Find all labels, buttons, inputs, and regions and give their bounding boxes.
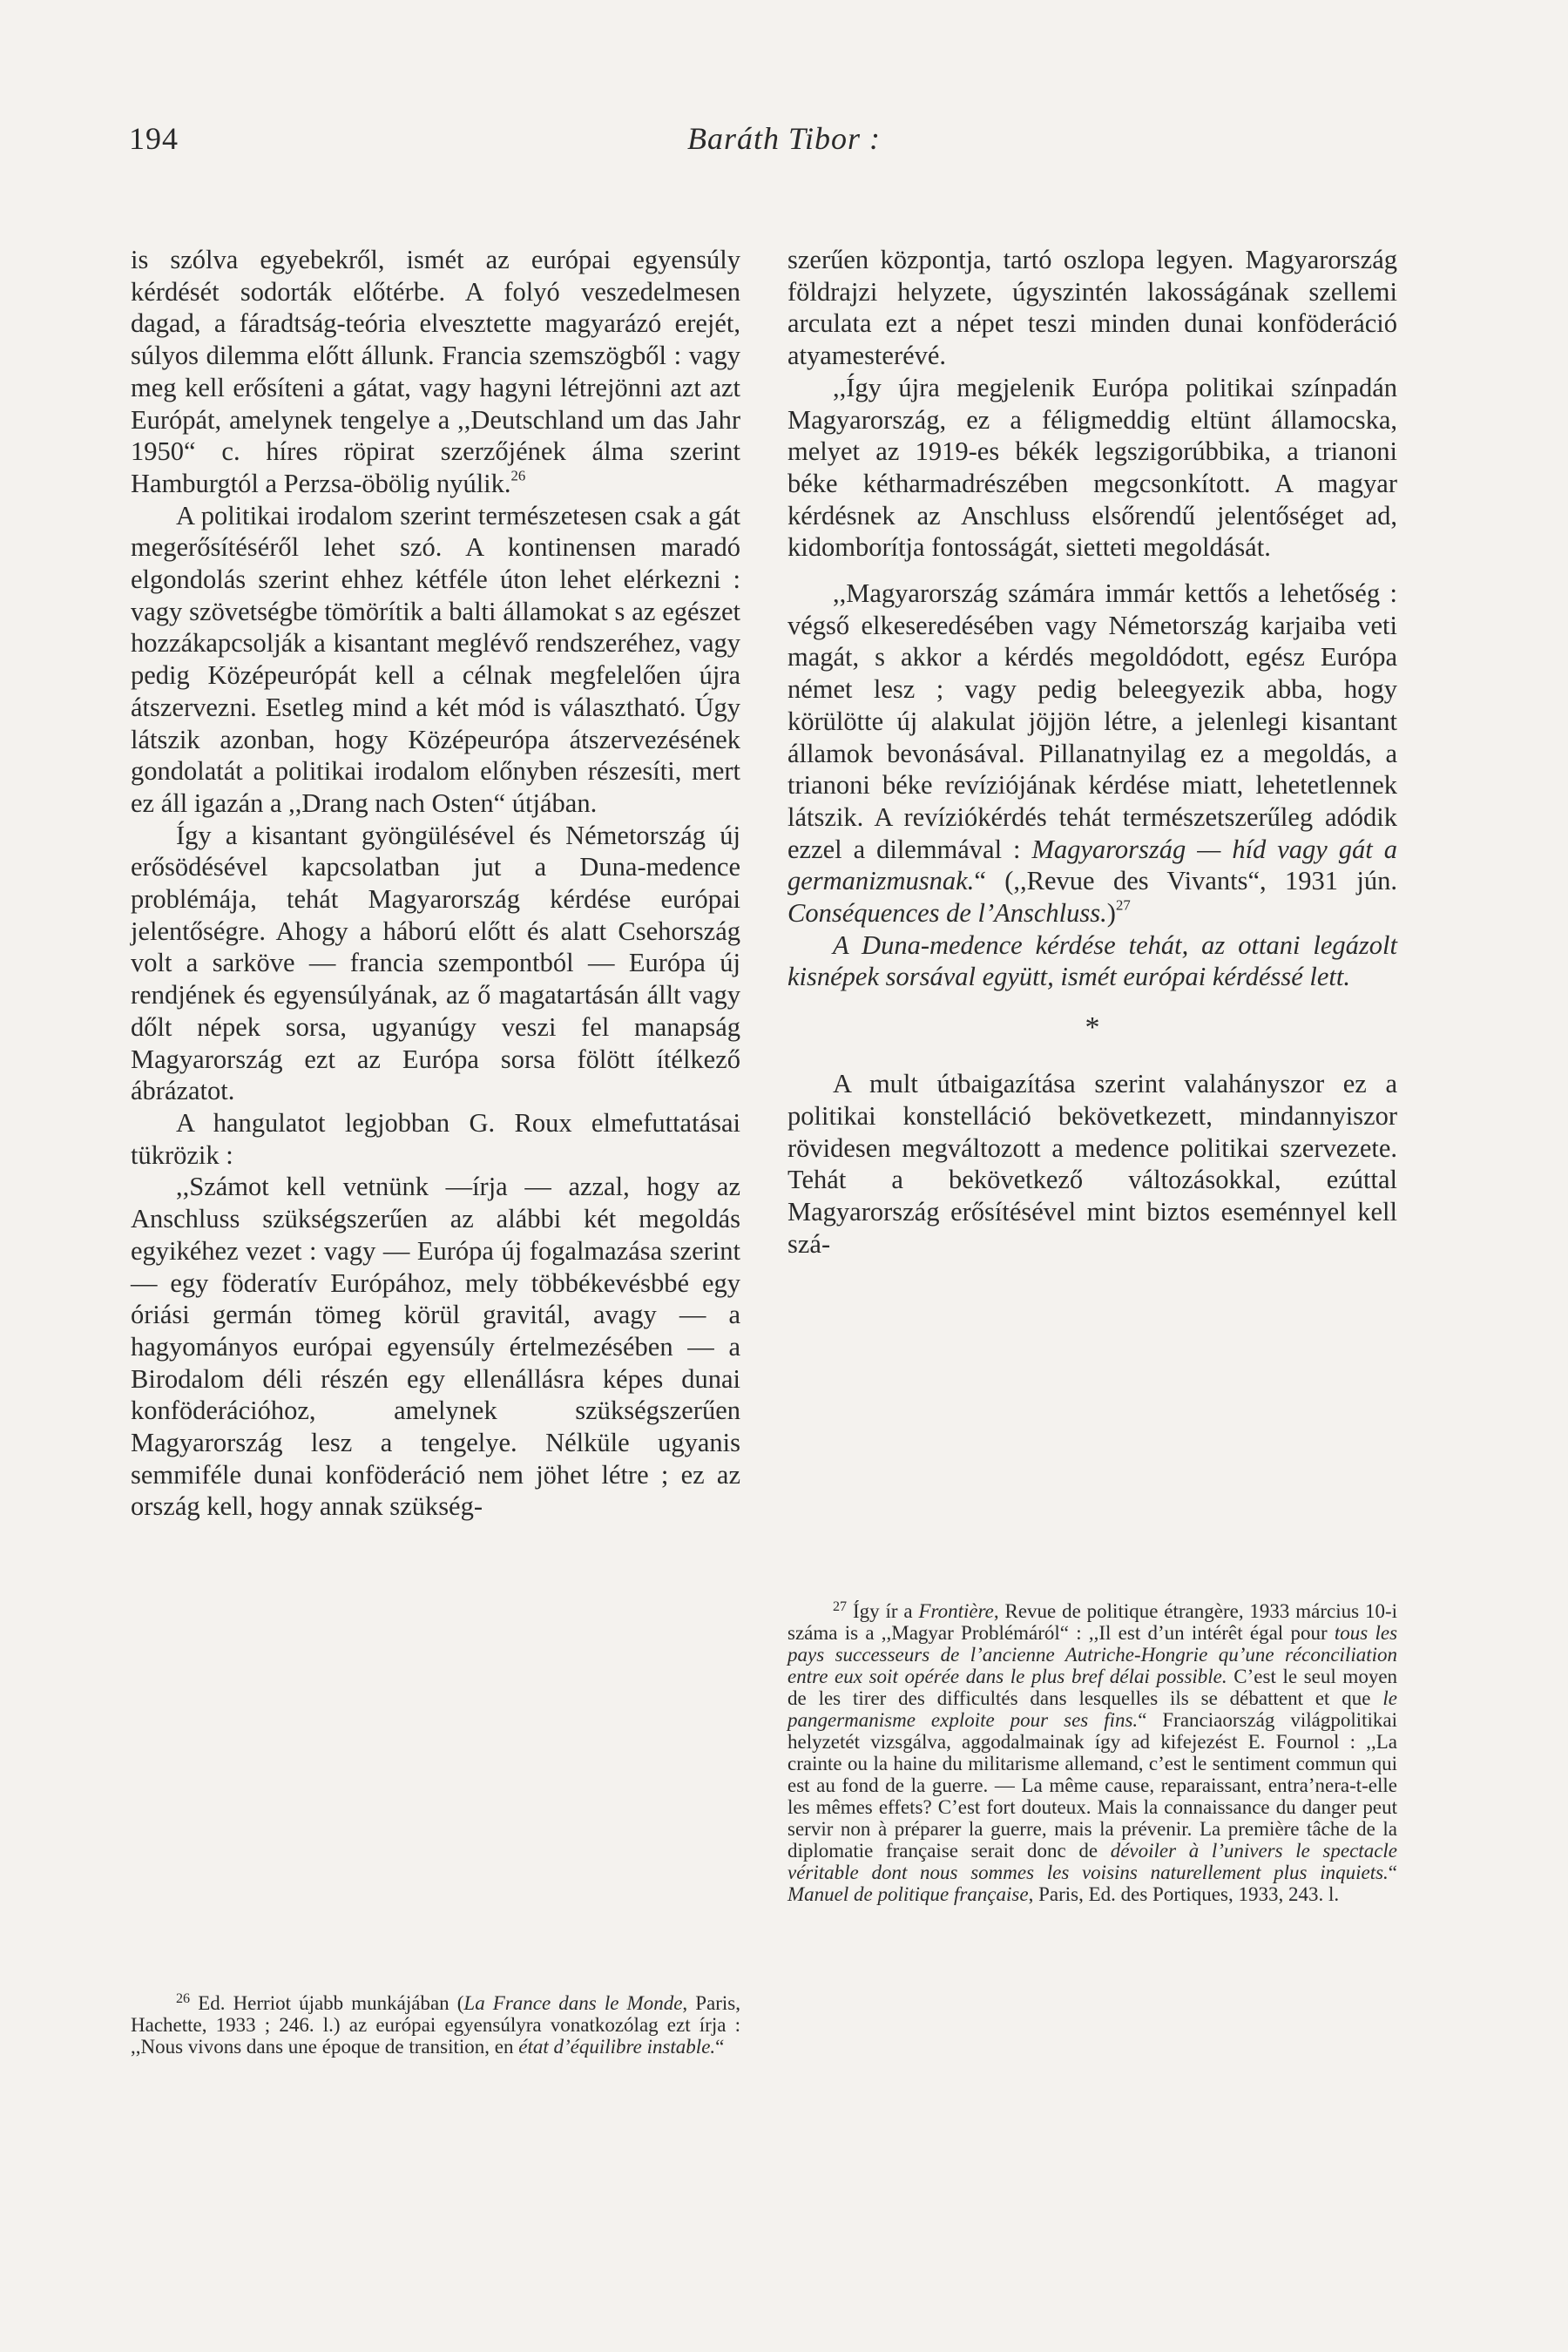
footnote-part: Így ír a xyxy=(852,1600,913,1623)
quote-phrase: le pangermanisme exploite pour ses fins. xyxy=(787,1687,1397,1732)
footnote-number: 26 xyxy=(176,1991,191,2006)
footnote-26 xyxy=(131,1988,740,2058)
paragraph xyxy=(131,244,740,500)
footnote-part: , Revue de politique étrangère, 1933 március 10-i száma is a ,,Magyar Problémáról“ : ,,Il est d’un intérêt égal pour xyxy=(787,1600,1398,1645)
quote-paragraph: ,,Így újra megjelenik Európa politikai színpadán Magyarország, ez a féligmeddig eltünt államocska, melyet az 1919-es békék legszigorúbbika, a trianoni béke kétharmadrészében megcsonkított. A magyar kérdésnek az Anschluss elsőrendű jelentőséget ad, kidomborítja fontosságát, sietteti megoldását. xyxy=(787,372,1397,563)
quote-phrase: tous les pays successeurs de l’ancienne Autriche-Hongrie qu’une réconciliation entre eux soit opérée dans le plus bref délai possible. xyxy=(787,1622,1398,1688)
citation-text: “ (,,Revue des Vivants“, 1931 jún. xyxy=(974,866,1397,896)
page-number: 194 xyxy=(129,121,179,156)
running-head: Baráth Tibor : xyxy=(686,121,882,156)
paragraph: A hangulatot legjobban G. Roux elmefuttatásai tükrözik : xyxy=(131,1107,740,1170)
footnote-part: , Paris, Ed. des Portiques, 1933, 243. l. xyxy=(1028,1883,1340,1906)
paragraph-text: is szólva egyebekről, ismét az európai egyensúly kérdését sodorták előtérbe. A folyó veszedelmesen dagad, a fáradtság-teória elvesztette magyarázó erejét, súlyos dilemma előtt állunk. Francia szemszögből : vagy meg kell erősíteni a gátat, vagy hagyni létrejönni azt azt Európát, amelynek tengelye a ,,Deutschland um das Jahr 1950“ c. híres röpirat szerzőjének álma szerint Hamburgtól a Perzsa-öbölig nyúlik. xyxy=(131,245,740,498)
footnote-ref: 27 xyxy=(1115,896,1131,914)
footnote-27 xyxy=(787,1596,1397,1905)
work-title: Manuel de politique française xyxy=(787,1883,1029,1906)
section-break: * xyxy=(1085,1011,1100,1044)
left-column xyxy=(131,244,740,1523)
work-title: La France dans le Monde xyxy=(463,1992,683,2015)
footnote-text xyxy=(131,1988,740,2058)
citation-close: ) xyxy=(1106,898,1116,929)
footnote-part: “ xyxy=(715,2036,725,2058)
footnote-text xyxy=(787,1596,1397,1905)
journal-title: Frontière xyxy=(918,1600,994,1623)
paragraph-text: ,,Magyarország számára immár kettős a lehetőség : végső elkeseredésében vagy Németország karjaiba veti magát, s akkor a kérdés megoldódott, egész Európa német lesz ; vagy pedig beleegyezik abba, hogy körülötte új alakulat jöjjön létre, a jelenlegi kisantant államok bevonásával. Pillanatnyilag ez a megoldás, a trianoni béke revíziójának kérdése miatt, lehetetlennek látszik. A revíziókérdés tehát természetszerűleg adódik ezzel a dilemmával : xyxy=(787,578,1397,864)
quote-phrase: Magyarország — híd vagy gát a germanizmusnak. xyxy=(787,834,1397,896)
footnote-part: C’est le seul moyen de les tirer des difficultés dans lesquelles ils se débattent et que xyxy=(787,1666,1398,1710)
quote-paragraph xyxy=(787,578,1397,929)
footnote-part: “ xyxy=(1388,1862,1397,1884)
paragraph: A politikai irodalom szerint természetesen csak a gát megerősítéséről lehet szó. A kontinensen maradó elgondolás szerint ehhez kétféle úton lehet elérkezni : vagy szövetségbe tömörítik a balti államokat s az egészet hozzákapcsolják a kisantant meglévő rendszeréhez, vagy pedig Középeurópát kell a célnak megfelelően újra átszervezni. Esetleg mind a két mód is választható. Úgy látszik azonban, hogy Középeurópa átszervezésének gondolatát a politikai irodalom előnyben részesíti, mert ez áll igazán a ,,Drang nach Osten“ útjában. xyxy=(131,500,740,818)
right-column xyxy=(787,244,1397,1260)
emphasis-paragraph: A Duna-medence kérdése tehát, az ottani legázolt kisnépek sorsával együtt, ismét európai kérdéssé lett. xyxy=(787,929,1397,992)
paragraph: szerűen központja, tartó oszlopa legyen. Magyarország földrajzi helyzete, úgyszintén lakosságának szellemi arculata ezt a népet teszi minden dunai konföderáció atyamesterévé. xyxy=(787,245,1397,371)
quote-paragraph: ,,Számot kell vetnünk —írja — azzal, hogy az Anschluss szükségszerűen az alábbi két megoldás egyikéhez vezet : vagy — Európa új fogalmazása szerint — egy föderatív Európához, mely többékevésbbé egy óriási germán tömeg körül gravitál, avagy — a hagyományos európai egyensúly értelmezésében — a Birodalom déli részén egy ellenállásra képes dunai konföderációhoz, amelynek szükségszerűen Magyarország lesz a tengelye. Nélküle ugyanis semmiféle dunai konföderáció nem jöhet létre ; ez az ország kell, hogy annak szükség- xyxy=(131,1172,740,1522)
paragraph: Így a kisantant gyöngülésével és Németország új erősödésével kapcsolatban jut a Duna-medence problémája, tehát Magyarország kérdése európai jelentőségre. Ahogy a háború előtt és alatt Csehország volt a sarköve — francia szempontból — Európa új rendjének és egyensúlyának, az ő magatartásán állt vagy dőlt népek sorsa, ugyanúgy veszi fel manapság Magyarország ezt az Európa sorsa fölött ítélkező ábrázatot. xyxy=(131,820,740,1106)
footnote-part: , Paris, Hachette, 1933 ; 246. l.) az európai egyensúlyra vonatkozólag ezt írja : ,,Nous vivons dans une époque de transition, en xyxy=(131,1992,740,2058)
quote-phrase: état d’équilibre instable. xyxy=(518,2036,716,2058)
footnote-ref: 26 xyxy=(510,467,526,484)
footnote-number: 27 xyxy=(833,1599,848,1614)
paragraph: A mult útbaigazítása szerint valahányszor ez a politikai konstelláció bekövetkezett, mindannyiszor rövidesen megváltozott a medence politikai szervezete. Tehát a bekövetkező változásokkal, ezúttal Magyarország erősítésével mint biztos eseménnyel kell szá- xyxy=(787,1069,1397,1259)
footnote-part: “ Franciaország világpolitikai helyzetét vizsgálva, aggodalmainak így ad kifejezést E. Fournol : ,,La crainte ou la haine du militarisme allemand, c’est le sentiment commun qui est au fond de la guerre. — La même cause, reparaissant, entra’nera-t-elle les mêmes effets? C’est fort douteux. Mais la connaissance du danger peut servir non à préparer la guerre, mais la prévenir. La première tâche de la diplomatie française serait donc de xyxy=(787,1709,1397,1862)
article-title: Conséquences de l’Anschluss. xyxy=(787,898,1107,929)
footnote-part: Ed. Herriot újabb munkájában ( xyxy=(198,1992,464,2015)
quote-phrase: dévoiler à l’univers le spectacle véritable dont nous sommes les voisins naturellement plus inquiets. xyxy=(787,1840,1397,1884)
